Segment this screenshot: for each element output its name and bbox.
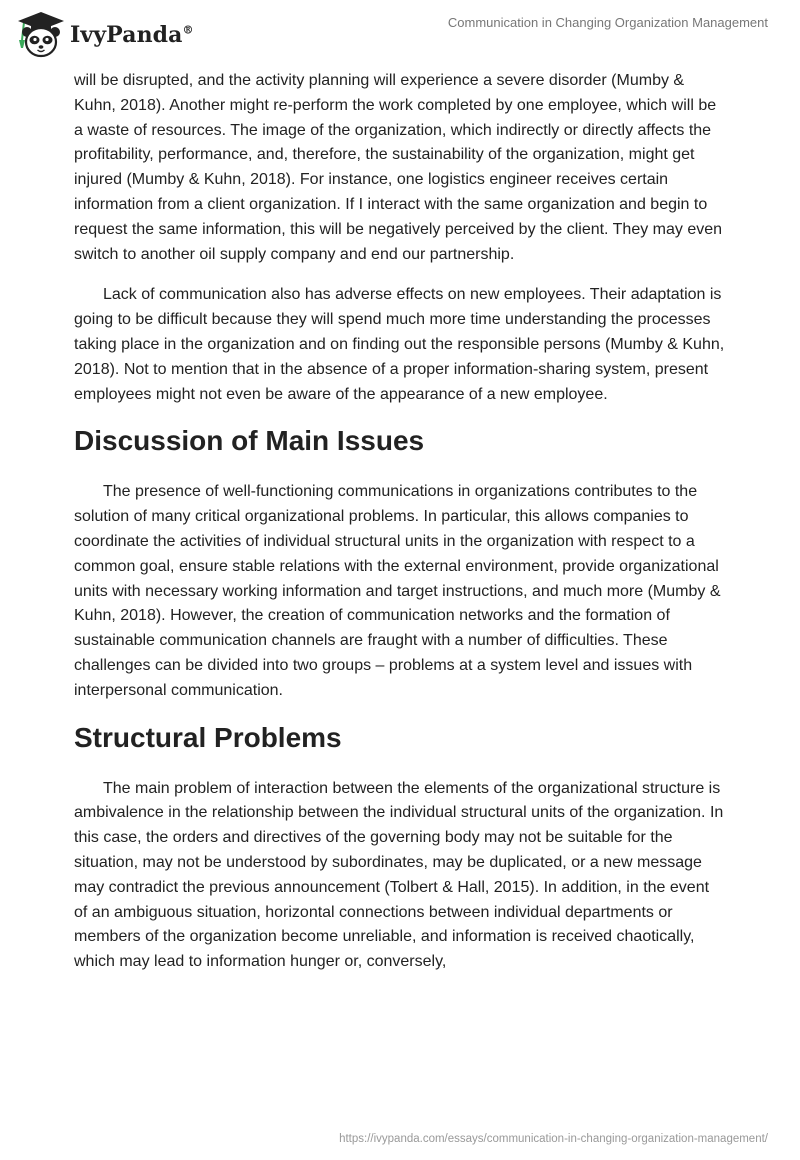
page-header: [0, 0, 800, 70]
paragraph-structural-problems: The main problem of interaction between the elements of the organizational structure is ambivalence in the relationship between the individual structural units of the organization. In this case, the orders and directives of the governing body may not be suitable for the situation, may not be understood by subordinates, may be duplicated, or a new message may contradict the previous announcement (Tolbert & Hall, 2015). In addition, in the event of an ambiguous situation, horizontal connections between individual departments or members of the organization become unreliable, and information is received chaotically, which may lead to information hunger or, conversely,: [74, 779, 724, 971]
paragraph-continued: will be disrupted, and the activity planning will experience a severe disorder (Mumby & Kuhn, 2018). Another might re-perform the work completed by one employee, which will be a waste of resources. The image of the organization, which indirectly or directly affects the profitability, performance, and, therefore, the sustainability of the organization, might get injured (Mumby & Kuhn, 2018). For instance, one logistics engineer receives certain information from a client organization. If I interact with the same organization and begin to request the same information, this will be negatively perceived by the client. They may even switch to another oil supply company and end our partnership.: [74, 72, 723, 263]
paragraph-new-employees: Lack of communication also has adverse effects on new employees. Their adaptation is going to be difficult because they will spend much more time understanding the processes taking place in the organization and on finding out the responsible persons (Mumby & Kuhn, 2018). Not to mention that in the absence of a proper information-sharing system, present employees might not even be aware of the appearance of a new employee.: [74, 286, 725, 403]
paragraph-discussion: The presence of well-functioning communications in organizations contributes to the solution of many critical organizational problems. In particular, this allows companies to coordinate the activities of individual structural units in the organization with respect to a common goal, ensure stable relations with the external environment, provide organizational units with necessary working information and target instructions, and much more (Mumby & Kuhn, 2018). However, the creation of communication networks and the formation of sustainable communication channels are fraught with a number of difficulties. These challenges can be divided into two groups – problems at a system level and issues with interpersonal communication.: [74, 483, 721, 699]
ivypanda-logo[interactable]: [14, 8, 194, 62]
heading-discussion-of-main-issues: Discussion of Main Issues: [74, 425, 425, 457]
brand-name: IvyPanda®: [70, 22, 194, 48]
running-title: Communication in Changing Organization Management: [447, 15, 768, 30]
essay-body: [74, 69, 726, 991]
panda-graduate-icon: [14, 8, 68, 62]
heading-structural-problems: Structural Problems: [74, 721, 342, 753]
source-url[interactable]: https://ivypanda.com/essays/communication-in-changing-organization-management/: [339, 1133, 768, 1145]
